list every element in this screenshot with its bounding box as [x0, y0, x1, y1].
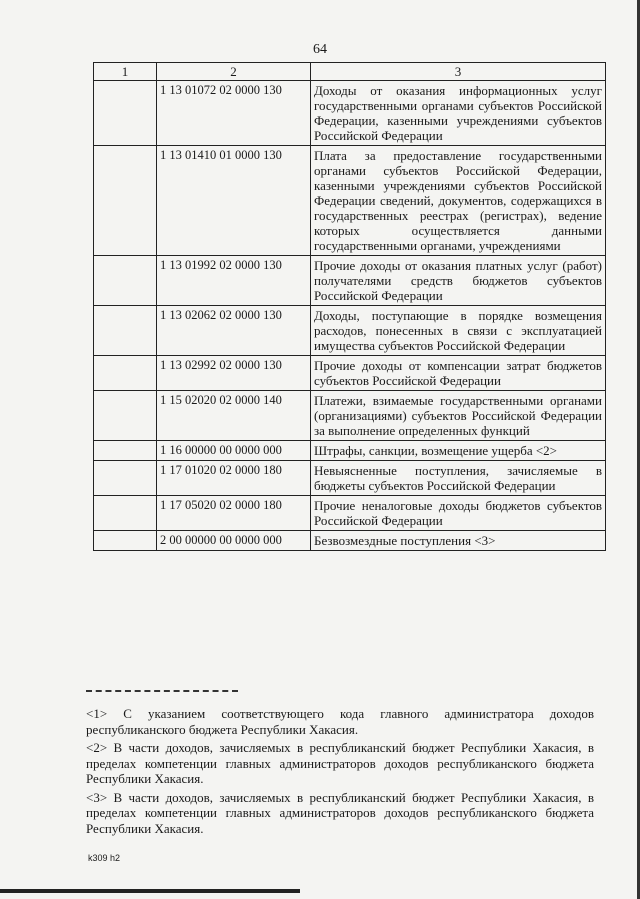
page-number: 64	[313, 42, 327, 57]
cell-income-name: Плата за предоставление государственными органами субъектов Российской Федерации, казенными учреждениями субъектов Российской Федерации сведений, документов, содержащихся в государственных реестрах (регистрах), ведение которых осуществляется данными государственными органами, учреждениями	[311, 146, 606, 256]
table-row	[94, 356, 606, 391]
footnotes-section	[86, 690, 594, 839]
cell-budget-code: 2 00 00000 00 0000 000	[157, 531, 311, 551]
cell-income-name: Прочие неналоговые доходы бюджетов субъектов Российской Федерации	[311, 496, 606, 531]
footnote-3: <3> В части доходов, зачисляемых в республиканский бюджет Республики Хакасия, в пределах компетенции главных администраторов доходов республиканского бюджета Республики Хакасия.	[86, 789, 594, 836]
cell-budget-code: 1 16 00000 00 0000 000	[157, 441, 311, 461]
cell-budget-code: 1 13 02992 02 0000 130	[157, 356, 311, 391]
cell-income-name: Невыясненные поступления, зачисляемые в бюджеты субъектов Российской Федерации	[311, 461, 606, 496]
cell-budget-code: 1 13 01072 02 0000 130	[157, 81, 311, 146]
cell-income-name: Платежи, взимаемые государственными органами (организациями) субъектов Российской Федерации за выполнение определенных функций	[311, 391, 606, 441]
cell-income-name: Прочие доходы от компенсации затрат бюджетов субъектов Российской Федерации	[311, 356, 606, 391]
cell-admin-code	[94, 356, 157, 391]
table-row	[94, 441, 606, 461]
cell-income-name: Безвозмездные поступления <3>	[311, 531, 606, 551]
table-header-row	[94, 63, 606, 81]
column-header-2: 2	[157, 63, 311, 81]
cell-budget-code: 1 17 01020 02 0000 180	[157, 461, 311, 496]
cell-admin-code	[94, 256, 157, 306]
cell-admin-code	[94, 146, 157, 256]
table-row	[94, 391, 606, 441]
cell-admin-code	[94, 391, 157, 441]
column-header-3: 3	[311, 63, 606, 81]
footnote-1: <1> С указанием соответствующего кода главного администратора доходов республиканского бюджета Республики Хакасия.	[86, 706, 594, 737]
column-header-1: 1	[94, 63, 157, 81]
footnote-separator	[86, 690, 238, 692]
cell-budget-code: 1 13 02062 02 0000 130	[157, 306, 311, 356]
cell-budget-code: 1 17 05020 02 0000 180	[157, 496, 311, 531]
cell-income-name: Прочие доходы от оказания платных услуг (работ) получателями средств бюджетов субъектов Российской Федерации	[311, 256, 606, 306]
cell-admin-code	[94, 531, 157, 551]
document-stamp: k309 h2	[88, 853, 121, 863]
cell-budget-code: 1 15 02020 02 0000 140	[157, 391, 311, 441]
table-row	[94, 256, 606, 306]
table-row	[94, 496, 606, 531]
income-codes-table	[93, 62, 606, 551]
table-row	[94, 146, 606, 256]
table-row	[94, 81, 606, 146]
cell-income-name: Доходы, поступающие в порядке возмещения расходов, понесенных в связи с эксплуатацией имущества субъектов Российской Федерации	[311, 306, 606, 356]
table-row	[94, 306, 606, 356]
cell-income-name: Штрафы, санкции, возмещение ущерба <2>	[311, 441, 606, 461]
cell-admin-code	[94, 306, 157, 356]
cell-admin-code	[94, 81, 157, 146]
scan-artifact-bar	[0, 889, 300, 893]
cell-admin-code	[94, 441, 157, 461]
table-row	[94, 461, 606, 496]
cell-admin-code	[94, 496, 157, 531]
cell-budget-code: 1 13 01410 01 0000 130	[157, 146, 311, 256]
cell-income-name: Доходы от оказания информационных услуг государственными органами субъектов Российской Федерации, казенными учреждениями субъектов Российской Федерации	[311, 81, 606, 146]
cell-budget-code: 1 13 01992 02 0000 130	[157, 256, 311, 306]
table-row	[94, 531, 606, 551]
footnote-2: <2> В части доходов, зачисляемых в республиканский бюджет Республики Хакасия, в пределах компетенции главных администраторов доходов республиканского бюджета Республики Хакасия.	[86, 740, 594, 786]
cell-admin-code	[94, 461, 157, 496]
